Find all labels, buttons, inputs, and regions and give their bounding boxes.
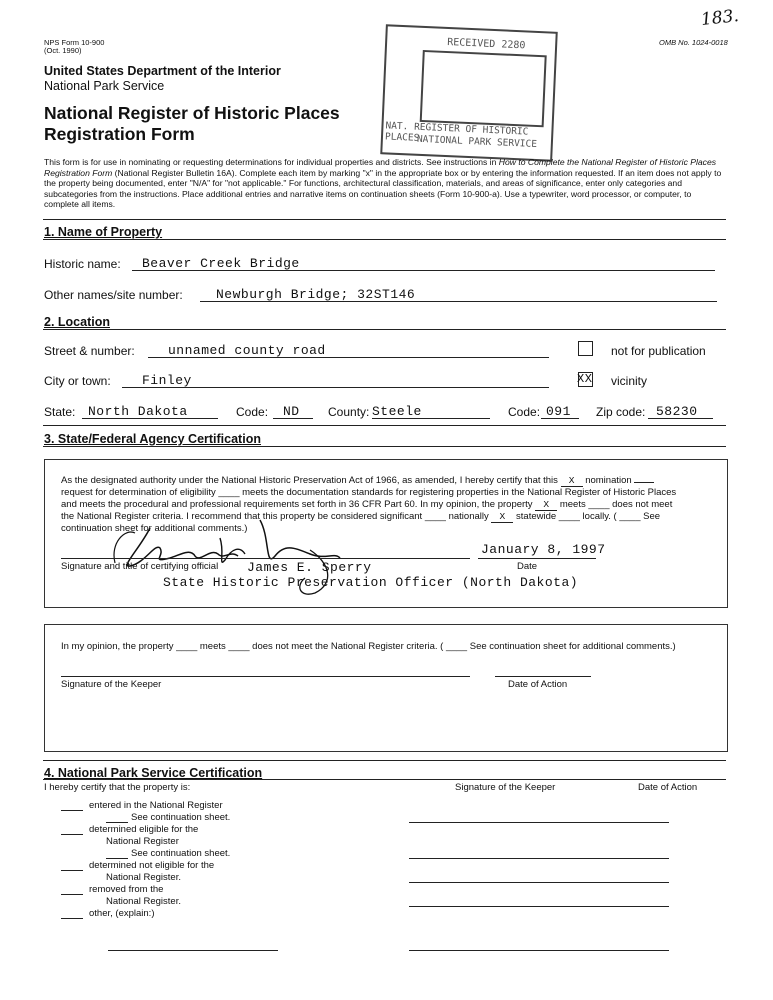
date-label: Date <box>517 561 538 572</box>
handwritten-page-number: 183. <box>700 6 740 30</box>
other-label: other, (explain:) <box>89 908 155 919</box>
other-explain-line[interactable] <box>108 950 278 951</box>
keeper-date-label: Date of Action <box>508 679 568 690</box>
state-value[interactable]: North Dakota <box>88 404 188 419</box>
entered-label: entered in the National Register <box>89 800 223 811</box>
official-title: State Historic Preservation Officer (North Dakota) <box>163 575 579 590</box>
form-title: National Register of Historic Places <box>44 103 340 123</box>
cert-line2: request for determination of eligibility ____ meets the documentation standards for registering properties in the National Register of Historic Places <box>61 487 677 498</box>
eligible-continuation-blank[interactable] <box>106 858 128 859</box>
entered-blank[interactable] <box>61 810 83 811</box>
nps-sig-line-2[interactable] <box>409 858 669 859</box>
historic-name-value[interactable]: Beaver Creek Bridge <box>142 256 300 271</box>
stamp-service-text: NATIONAL PARK SERVICE <box>416 133 538 151</box>
omb-number: OMB No. 1024-0018 <box>659 38 728 47</box>
vicinity-mark: XX <box>577 372 593 386</box>
county-label: County: <box>328 405 370 419</box>
nps-cert-intro: I hereby certify that the property is: <box>44 782 191 793</box>
signature-title-label: Signature and title of certifying official <box>61 561 219 572</box>
section4-bottom-rule <box>43 779 726 780</box>
cert-line4: the National Register criteria. I recommend that this property be considered significant ____ nationally X statewide ____ locally. ( ____ See <box>61 511 661 522</box>
not-eligible-label: determined not eligible for the <box>89 860 215 871</box>
historic-name-label: Historic name: <box>44 257 121 271</box>
city-label: City or town: <box>44 374 111 388</box>
removed-label-cont: National Register. <box>106 896 181 907</box>
cert-line1: As the designated authority under the National Historic Preservation Act of 1966, as amended, I hereby certify that this X nomination <box>61 475 654 487</box>
nps-sig-line-5[interactable] <box>409 950 669 951</box>
form-subtitle: Registration Form <box>44 124 195 144</box>
not-eligible-label-cont: National Register. <box>106 872 181 883</box>
other-names-value[interactable]: Newburgh Bridge; 32ST146 <box>216 287 416 302</box>
nps-signature-column: Signature of the Keeper <box>455 782 556 793</box>
keeper-date-line <box>495 676 591 677</box>
removed-label: removed from the <box>89 884 164 895</box>
stamp-received-text: RECEIVED 2280 <box>446 37 526 52</box>
keeper-signature-label: Signature of the Keeper <box>61 679 162 690</box>
keeper-signature-line <box>61 676 470 677</box>
instructions-italic: How to Complete the National Register of Historic Places Registration Form <box>44 157 717 178</box>
eligible-blank[interactable] <box>61 834 83 835</box>
other-blank[interactable] <box>61 918 83 919</box>
stamp-inner-box <box>420 50 547 127</box>
official-name: James E. Sperry <box>247 560 372 575</box>
stamp-register-text: NAT. REGISTER OF HISTORIC PLACES <box>384 120 529 144</box>
not-eligible-blank[interactable] <box>61 870 83 871</box>
cert-line3: and meets the procedural and professional requirements set forth in 36 CFR Part 60. In my opinion, the property X meets ____ does not meet <box>61 499 673 510</box>
received-stamp <box>380 24 558 161</box>
nomination-mark: X <box>561 475 583 487</box>
instructions-paragraph <box>44 157 724 210</box>
section3-heading: 3. State/Federal Agency Certification <box>44 432 261 446</box>
section2-rule <box>43 329 726 330</box>
form-date: (Oct. 1990) <box>44 46 82 55</box>
removed-blank[interactable] <box>61 894 83 895</box>
service-name: National Park Service <box>44 79 165 93</box>
state-code-label: Code: <box>236 405 269 419</box>
form-number: NPS Form 10-900 <box>44 38 105 47</box>
entered-continuation-label: See continuation sheet. <box>131 812 231 823</box>
cert-line5: continuation sheet for additional comments.) <box>61 523 248 534</box>
section4-heading: 4. National Park Service Certification <box>44 766 263 780</box>
zip-label: Zip code: <box>596 405 646 419</box>
street-value[interactable]: unnamed county road <box>168 343 326 358</box>
other-names-label: Other names/site number: <box>44 288 183 302</box>
not-for-publication-checkbox[interactable] <box>578 341 593 356</box>
county-value[interactable]: Steele <box>372 404 422 419</box>
city-value[interactable]: Finley <box>142 373 192 388</box>
eligible-label: determined eligible for the <box>89 824 199 835</box>
eligible-label-cont: National Register <box>106 836 179 847</box>
nps-date-column: Date of Action <box>638 782 698 793</box>
instructions-part2: (National Register Bulletin 16A). Complete each item by marking "x" in the appropriate box or by entering the information requested. If an item does not apply to the property being documented, enter "N/A" for "not applicable." For functions, architectural classification, materials, and areas of significance, enter only categories and subcategories from the instructions. Place additional entries and narrative items on continuation sheets (Form 10-900-a). Use a typewriter, word processor, or computer, to complete all items. <box>44 167 722 210</box>
county-code-value[interactable]: 091 <box>546 404 571 419</box>
nps-sig-line-3[interactable] <box>409 882 669 883</box>
vicinity-label: vicinity <box>611 374 648 388</box>
county-code-label: Code: <box>508 405 541 419</box>
section1-heading: 1. Name of Property <box>44 225 163 239</box>
eligible-continuation-label: See continuation sheet. <box>131 848 231 859</box>
section2-heading: 2. Location <box>44 315 110 329</box>
state-label: State: <box>44 405 76 419</box>
state-code-value[interactable]: ND <box>283 404 300 419</box>
instructions-part1: This form is for use in nominating or requesting determinations for individual properties and districts. See instructions in <box>44 157 499 167</box>
section4-top-rule <box>43 760 726 761</box>
entered-continuation-blank[interactable] <box>106 822 128 823</box>
section3-top-rule <box>43 425 726 426</box>
not-for-publication-label: not for publication <box>611 344 706 358</box>
certification-date-line <box>478 558 596 559</box>
nps-sig-line-4[interactable] <box>409 906 669 907</box>
section1-top-rule <box>43 219 726 220</box>
zip-value[interactable]: 58230 <box>656 404 698 419</box>
certifying-signature-line <box>61 558 470 559</box>
meets-mark: X <box>535 499 557 511</box>
certification-date[interactable]: January 8, 1997 <box>481 542 606 557</box>
department-name: United States Department of the Interior <box>44 64 281 78</box>
opinion-text: In my opinion, the property ____ meets ____ does not meet the National Register criteria. ( ____ See continuation sheet for additional comments.) <box>61 641 676 652</box>
statewide-mark: X <box>491 511 513 523</box>
section3-bottom-rule <box>43 446 726 447</box>
nps-sig-line-1[interactable] <box>409 822 669 823</box>
street-label: Street & number: <box>44 344 135 358</box>
section1-bottom-rule <box>43 239 726 240</box>
